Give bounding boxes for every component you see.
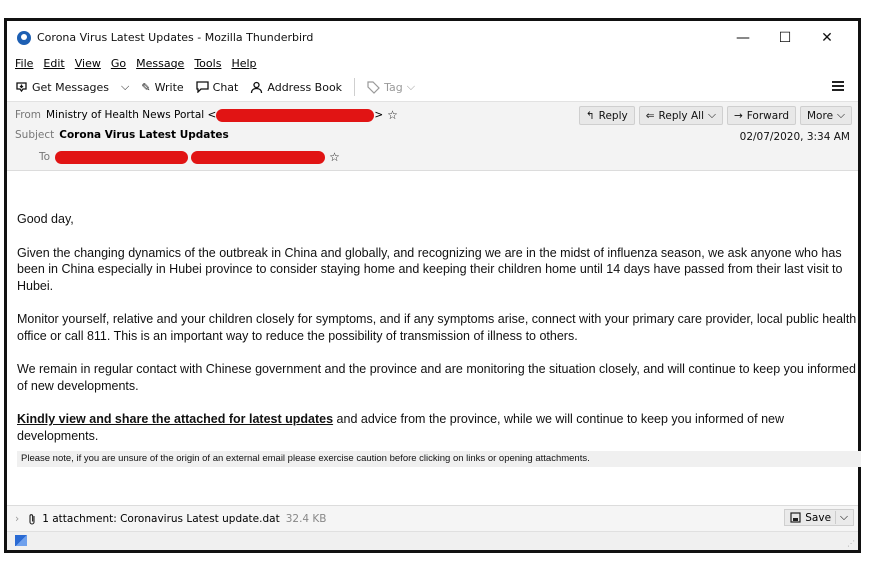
tag-label: Tag: [384, 80, 403, 94]
external-email-notice: Please note, if you are unsure of the origin of an external email please exercise caution before clicking on links or opening attachments.: [17, 451, 861, 467]
resize-grip-icon[interactable]: ⋰: [847, 539, 855, 548]
chat-bubble-icon: [196, 81, 209, 93]
main-toolbar: [7, 73, 858, 102]
chevron-down-icon: ⌵: [121, 80, 130, 93]
redacted-recipient: [191, 151, 325, 164]
reply-button[interactable]: [579, 106, 635, 125]
get-messages-button[interactable]: [15, 81, 109, 94]
reply-all-label: Reply All: [658, 109, 704, 122]
subject-label: Subject: [15, 129, 55, 141]
subject-row: [15, 129, 229, 141]
from-sender[interactable]: Ministry of Health News Portal <: [46, 109, 217, 121]
to-label: To: [39, 151, 51, 163]
chevron-down-icon: ⌵: [835, 511, 848, 524]
redacted-email: [216, 109, 374, 122]
toolbar-separator: [354, 78, 355, 96]
tag-button[interactable]: [367, 80, 415, 94]
paperclip-icon: [27, 513, 37, 526]
body-paragraph: Given the changing dynamics of the outbreak in China and globally, and recognizing we are in the midst of influenza season, we ask anyone who has been in China especially in Hubei province to consider staying home and keeping their children home until 14 days have passed from their last visit to Hubei.: [17, 245, 843, 293]
get-messages-dropdown[interactable]: [121, 80, 129, 94]
attachment-link[interactable]: Kindly view and share the attached for latest updates: [17, 412, 334, 426]
greeting: Good day,: [17, 212, 74, 226]
status-bar: [7, 531, 858, 550]
forward-arrow-icon: →: [733, 109, 743, 122]
thunderbird-logo-icon: [17, 31, 31, 45]
forward-label: Forward: [746, 109, 789, 122]
chevron-down-icon: ⌵: [406, 80, 416, 93]
chat-button[interactable]: [196, 81, 239, 94]
pencil-icon: ✎: [141, 80, 151, 94]
menu-file[interactable]: File: [15, 56, 34, 70]
reply-icon: ↰: [585, 109, 595, 122]
attachment-size: 32.4 KB: [285, 513, 327, 525]
inbox-download-icon: [15, 81, 28, 94]
minimize-button[interactable]: —: [736, 29, 750, 46]
get-messages-label: Get Messages: [32, 80, 110, 94]
from-row: [15, 108, 398, 122]
menu-tools[interactable]: Tools: [194, 56, 222, 70]
body-paragraph-text: and advice from the province, while we will continue to keep you informed of new developments.: [17, 412, 784, 443]
redacted-recipient: [55, 151, 188, 164]
body-paragraph: We remain in regular contact with Chinese government and the province and are monitoring the situation closely, and will continue to keep you informed of new developments.: [17, 362, 856, 393]
menu-edit[interactable]: Edit: [43, 56, 65, 70]
more-button[interactable]: [800, 106, 852, 125]
star-icon[interactable]: ☆: [387, 108, 398, 122]
write-label: Write: [154, 80, 184, 94]
address-book-button[interactable]: [250, 81, 342, 94]
message-date: 02/07/2020, 3:34 AM: [739, 131, 850, 143]
write-button[interactable]: [141, 81, 183, 94]
app-menu-icon[interactable]: [832, 79, 844, 93]
menu-bar: [7, 54, 858, 72]
contacts-icon: [250, 81, 263, 94]
star-icon[interactable]: ☆: [329, 150, 340, 164]
menu-view[interactable]: View: [74, 56, 101, 70]
menu-go[interactable]: Go: [110, 56, 127, 70]
header-actions: [579, 106, 852, 125]
online-status-icon[interactable]: [15, 535, 27, 546]
save-attachment-button[interactable]: [784, 509, 854, 526]
attachment-bar[interactable]: [7, 505, 858, 532]
menu-help[interactable]: Help: [231, 56, 257, 70]
window-title: Corona Virus Latest Updates - Mozilla Thunderbird: [37, 31, 314, 44]
message-header: [7, 102, 858, 171]
chevron-down-icon: ⌵: [707, 109, 716, 121]
subject-text: Corona Virus Latest Updates: [59, 129, 229, 141]
menu-message[interactable]: Message: [136, 56, 185, 70]
reply-all-icon: ⇐: [645, 109, 655, 122]
message-body: [17, 211, 857, 461]
body-paragraph: [17, 411, 857, 444]
address-book-label: Address Book: [267, 80, 343, 94]
save-icon: [790, 512, 801, 523]
reply-label: Reply: [598, 109, 628, 122]
maximize-button[interactable]: ☐: [778, 29, 792, 46]
chat-label: Chat: [212, 80, 239, 94]
to-row: [39, 150, 340, 164]
title-bar: [7, 21, 858, 54]
more-label: More: [807, 109, 834, 122]
chevron-right-icon[interactable]: ›: [15, 513, 20, 525]
thunderbird-window: [4, 18, 861, 553]
reply-all-button[interactable]: [639, 106, 723, 125]
tag-icon: [367, 81, 380, 94]
window-controls: [722, 21, 848, 54]
from-label: From: [15, 109, 42, 121]
chevron-down-icon: ⌵: [837, 109, 845, 121]
save-label: Save: [805, 511, 832, 524]
attachment-name[interactable]: 1 attachment: Coronavirus Latest update.dat: [42, 513, 280, 525]
close-button[interactable]: ✕: [821, 29, 833, 46]
from-close-bracket: >: [374, 109, 384, 121]
body-paragraph: Monitor yourself, relative and your children closely for symptoms, and if any symptoms arise, connect with your primary care provider, local public health office or call 811. This is an important way to reduce the possibility of transmission of illness to others.: [17, 312, 857, 343]
forward-button[interactable]: [727, 106, 796, 125]
